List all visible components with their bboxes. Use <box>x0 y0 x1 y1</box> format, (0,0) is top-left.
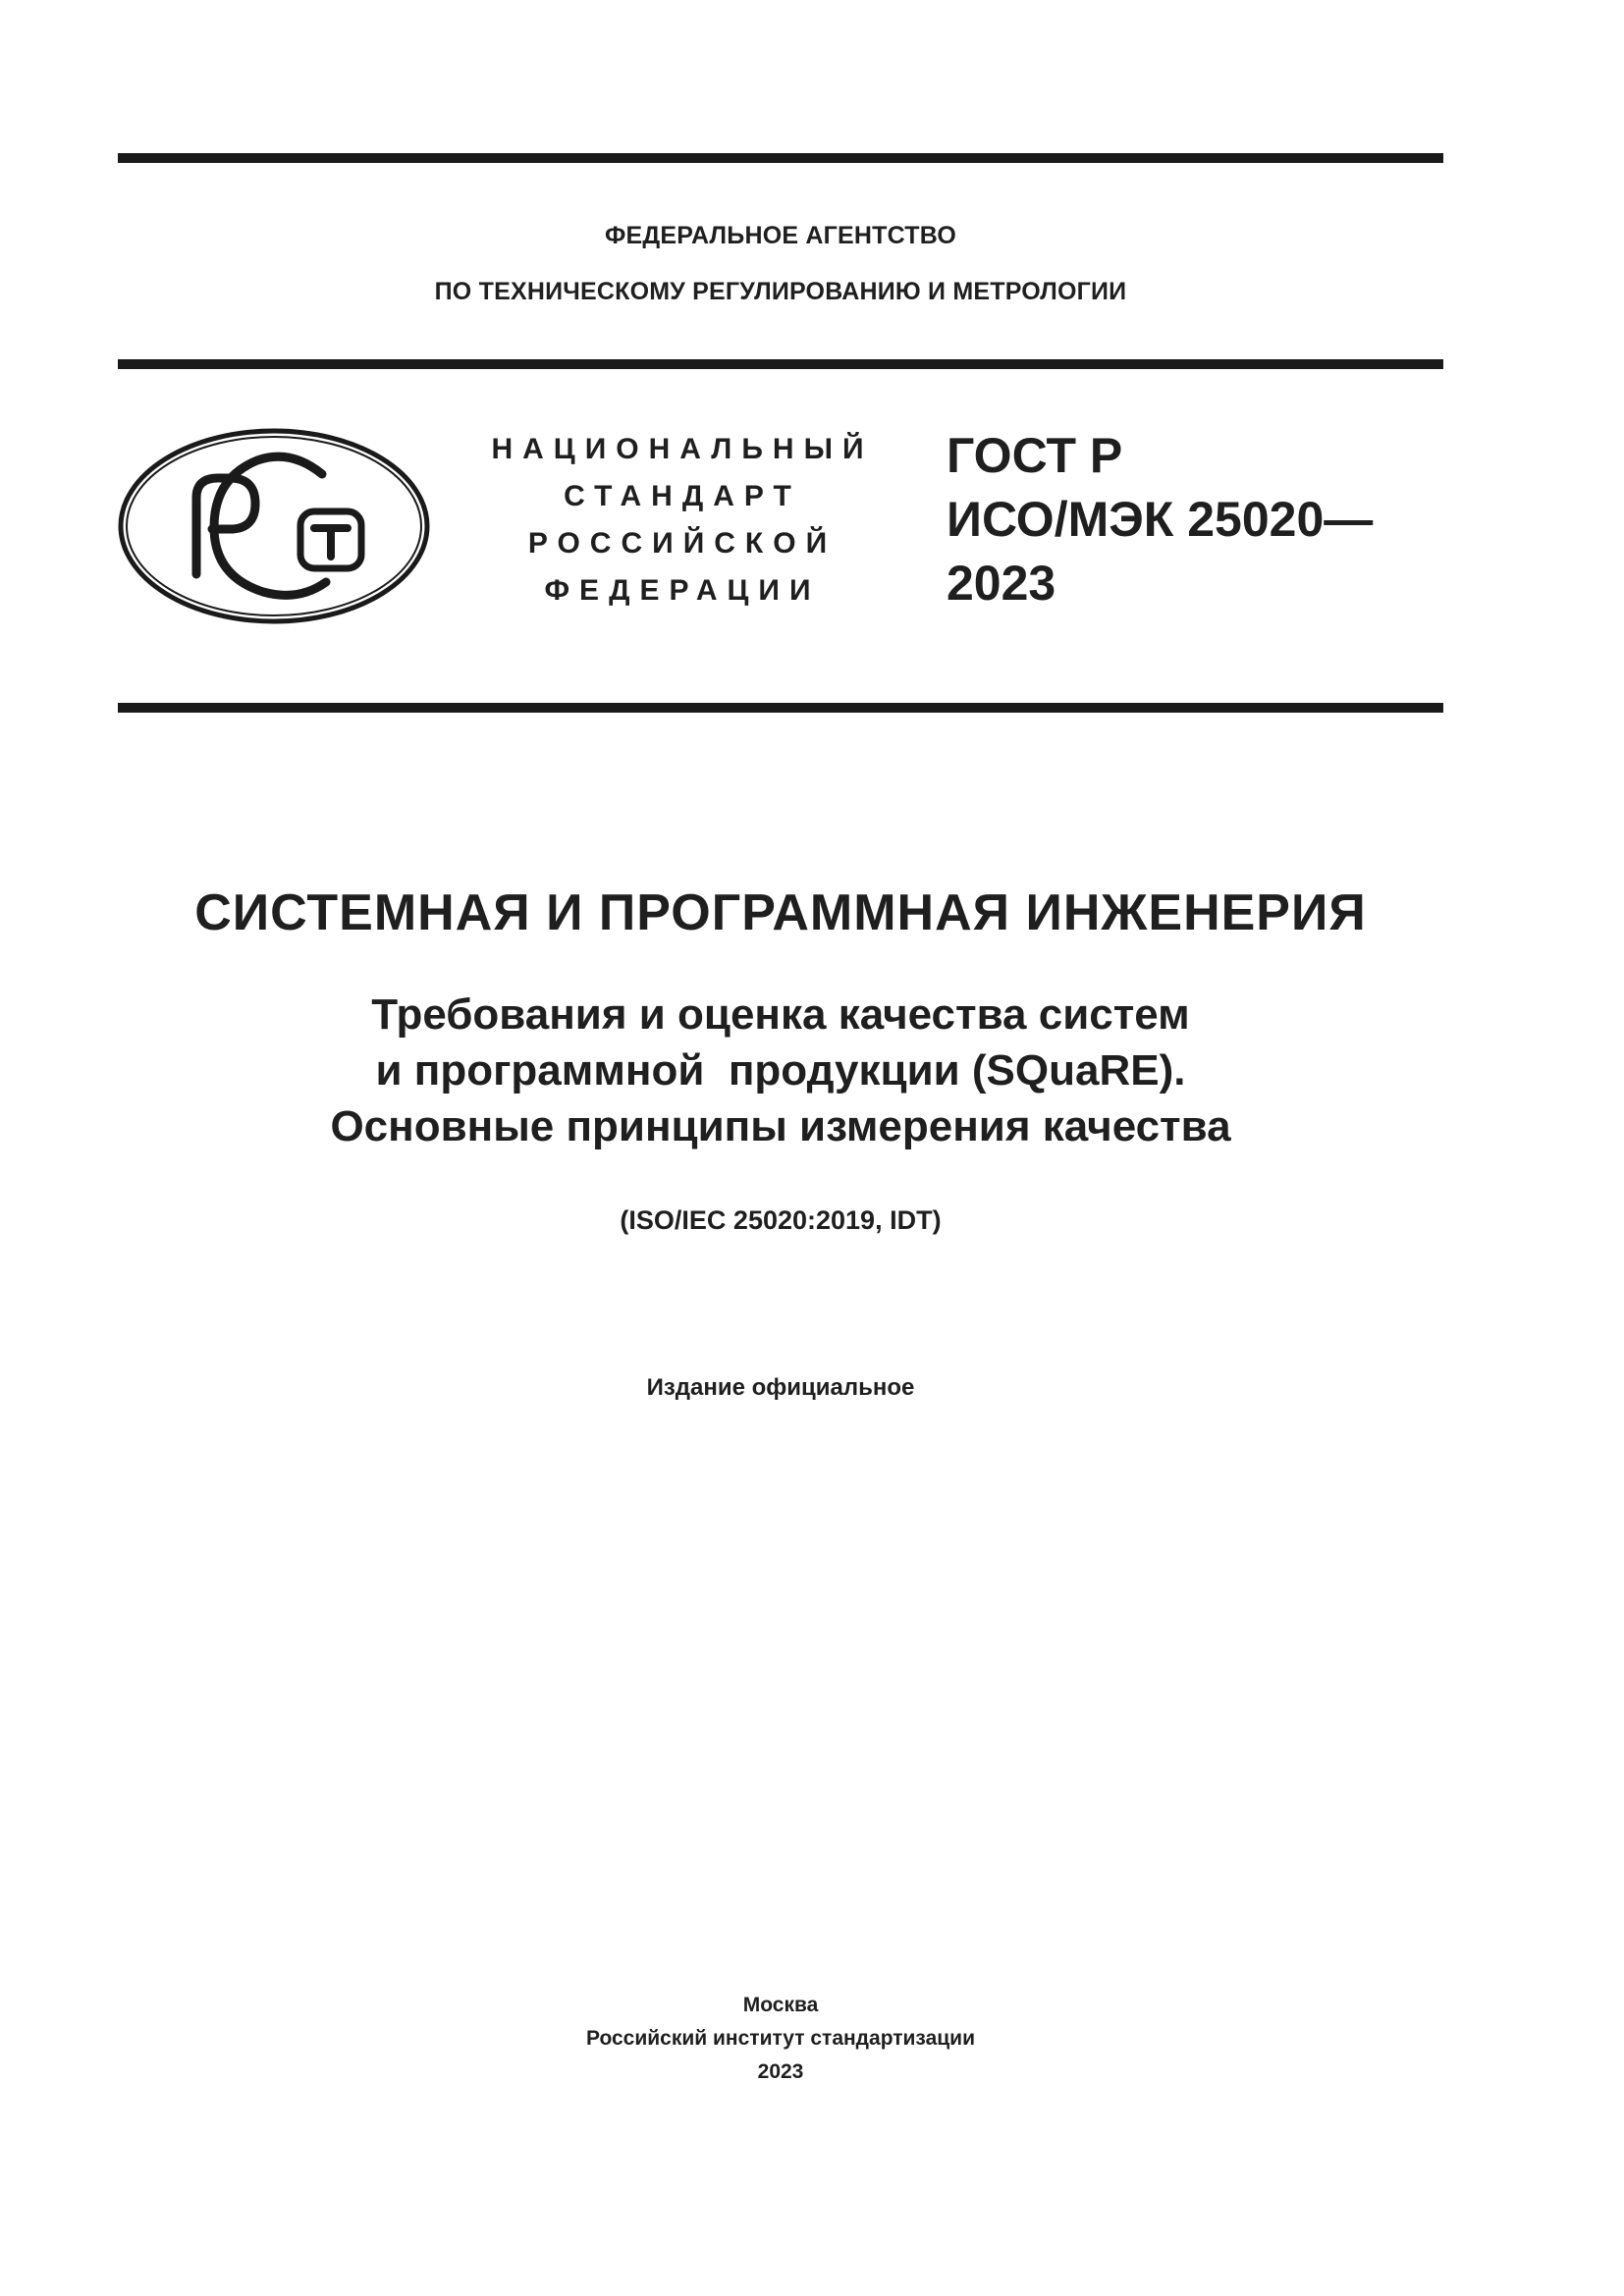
logo-block-bottom-rule <box>118 703 1443 713</box>
national-standard-line-3: РОССИЙСКОЙ <box>527 527 838 560</box>
imprint-block <box>118 1989 1443 2089</box>
imprint-city: Москва <box>742 1994 819 2016</box>
iso-reference: (ISO/IEC 25020:2019, IDT) <box>620 1205 942 1235</box>
designation-line-1: ГОСТ Р <box>947 428 1123 483</box>
standard-designation <box>947 424 1373 615</box>
edition-label: Издание официальное <box>646 1374 915 1401</box>
designation-line-3: 2023 <box>947 556 1056 611</box>
subtitle-line-3: Основные принципы измерения качества <box>330 1102 1231 1150</box>
imprint-publisher: Российский институт стандартизации <box>585 2027 976 2050</box>
national-standard-line-2: СТАНДАРТ <box>564 480 801 512</box>
designation-line-2: ИСО/МЭК 25020— <box>947 492 1374 547</box>
imprint-year: 2023 <box>757 2060 804 2083</box>
rst-certification-mark-icon <box>116 427 432 626</box>
document-subtitle <box>118 987 1443 1154</box>
agency-line-2: ПО ТЕХНИЧЕСКОМУ РЕГУЛИРОВАНИЮ И МЕТРОЛОГИИ <box>434 278 1127 305</box>
header-divider-rule <box>118 359 1443 369</box>
agency-line-1: ФЕДЕРАЛЬНОЕ АГЕНТСТВО <box>605 222 956 249</box>
top-rule <box>118 153 1443 163</box>
subtitle-line-2: и программной продукции (SQuaRE). <box>375 1046 1186 1095</box>
subtitle-line-1: Требования и оценка качества систем <box>371 990 1190 1039</box>
document-main-title: СИСТЕМНАЯ И ПРОГРАММНАЯ ИНЖЕНЕРИЯ <box>194 884 1367 941</box>
national-standard-label <box>461 426 903 614</box>
national-standard-line-4: ФЕДЕРАЦИИ <box>544 574 821 607</box>
national-standard-line-1: НАЦИОНАЛЬНЫЙ <box>491 433 874 465</box>
